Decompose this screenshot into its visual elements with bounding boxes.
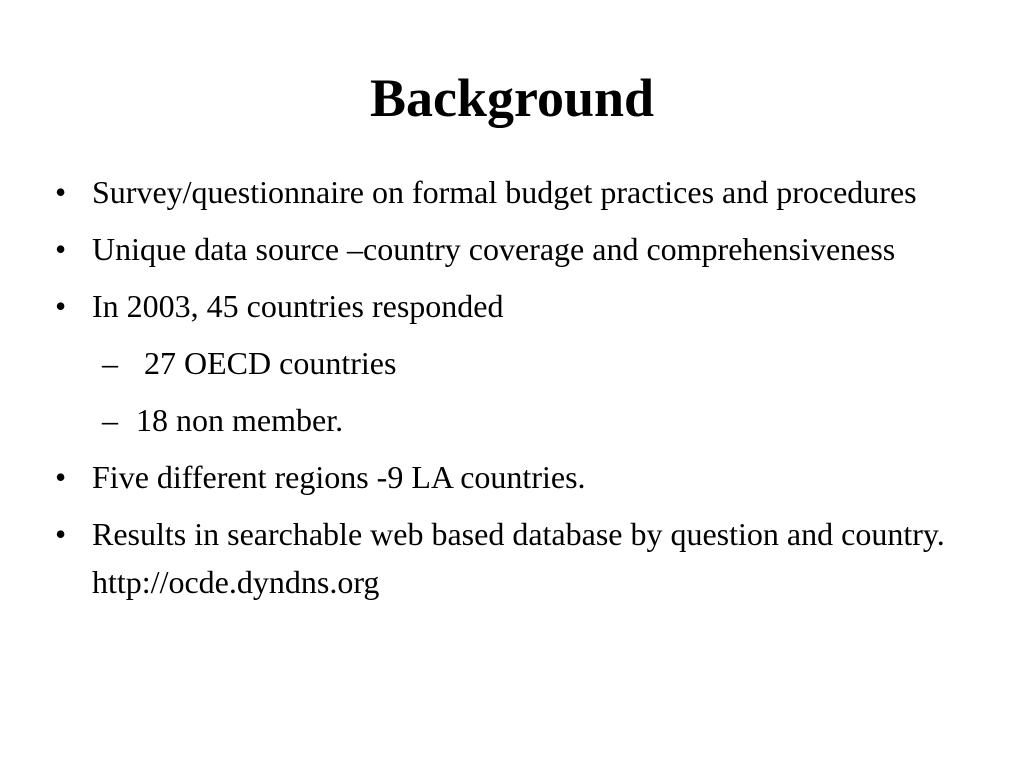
sub-bullet-item (0, 396, 986, 444)
bullet-item (0, 453, 972, 501)
bullet-text: Results in searchable web based database by question and country. http://ocde.dyndns.org (92, 516, 945, 600)
bullet-item (0, 225, 972, 273)
bullet-text: In 2003, 45 countries responded (92, 288, 504, 324)
bullet-item (0, 282, 972, 330)
dash-marker: – (102, 402, 118, 438)
bullet-item (0, 168, 972, 216)
bullet-text: Unique data source –country coverage and comprehensiveness (92, 231, 896, 267)
bullet-marker: • (55, 174, 67, 210)
bullet-list (0, 168, 1024, 615)
bullet-text: Five different regions -9 LA countries. (92, 459, 586, 495)
bullet-marker: • (55, 459, 67, 495)
bullet-text: Survey/questionnaire on formal budget practices and procedures (92, 174, 917, 210)
dash-marker: – (102, 345, 118, 381)
sub-bullet-text: 27 OECD countries (136, 345, 397, 381)
bullet-marker: • (55, 516, 67, 552)
bullet-marker: • (55, 288, 67, 324)
bullet-item (0, 510, 972, 606)
bullet-marker: • (55, 231, 67, 267)
sub-bullet-text: 18 non member. (136, 402, 344, 438)
sub-bullet-item (0, 339, 986, 387)
slide-title: Background (369, 68, 655, 128)
